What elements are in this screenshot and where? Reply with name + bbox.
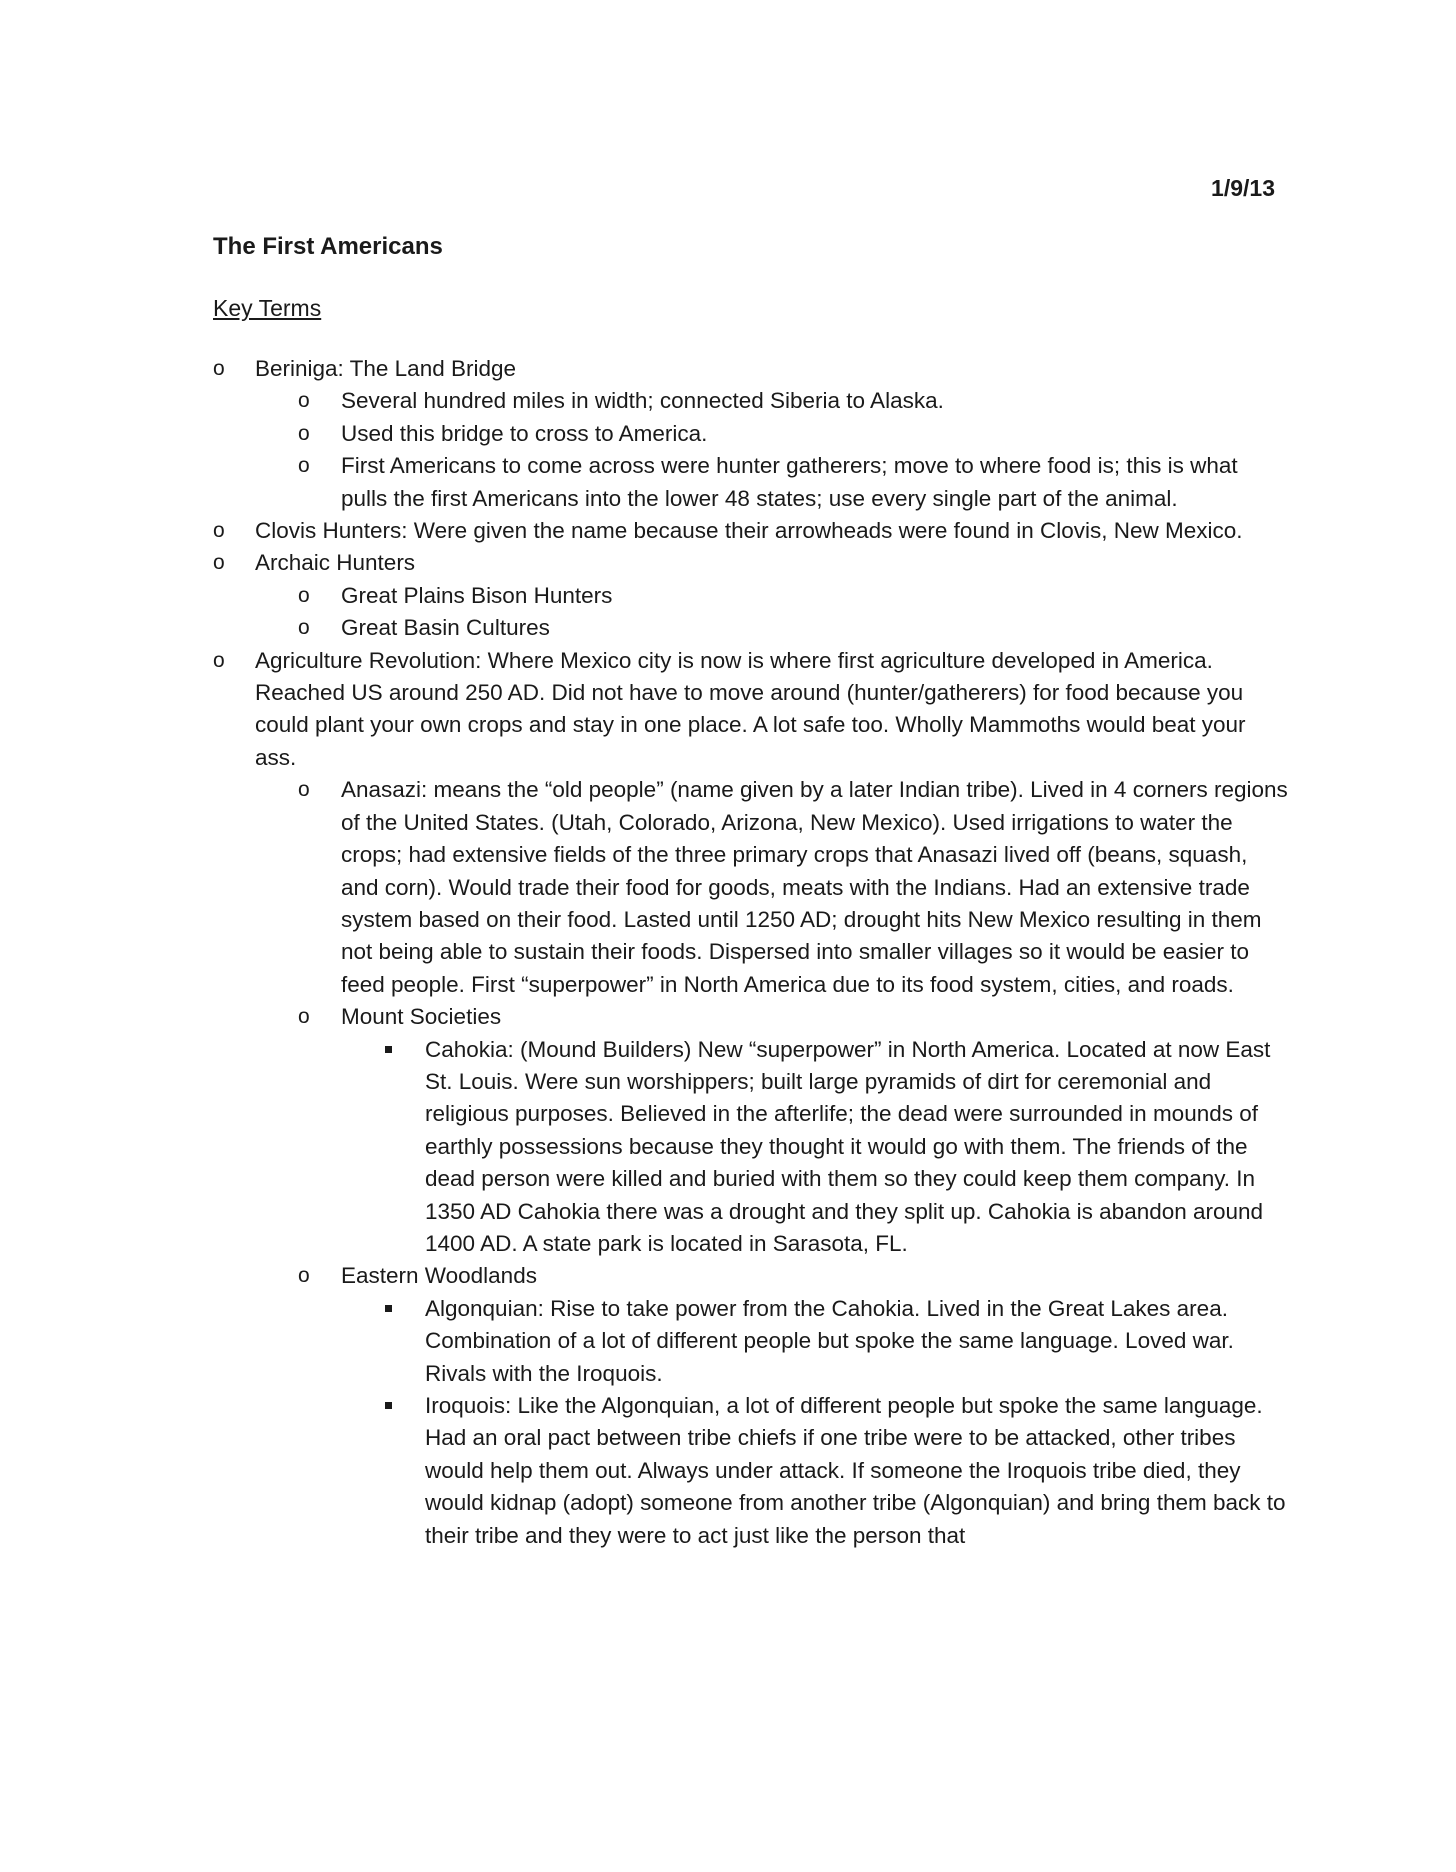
circle-bullet-icon: o	[298, 778, 310, 802]
list-item	[298, 418, 1288, 450]
list-item-text: Algonquian: Rise to take power from the Cahokia. Lived in the Great Lakes area. Combination of a lot of different people but spoke the same language. Loved war. Rivals with the Iroquois.	[425, 1295, 1234, 1386]
list-item-text: Used this bridge to cross to America.	[341, 420, 708, 446]
list-item-text: First Americans to come across were hunter gatherers; move to where food is; this is what pulls the first Americans into the lower 48 states; use every single part of the animal.	[341, 453, 1238, 511]
list-item-text: Eastern Woodlands	[341, 1263, 537, 1289]
list-item	[213, 515, 1288, 547]
square-bullet-icon	[385, 1402, 392, 1409]
circle-bullet-icon: o	[213, 357, 225, 380]
list-item	[298, 385, 1288, 417]
list-item-text: Cahokia: (Mound Builders) New “superpower” in North America. Located at now East St. Louis. Were sun worshippers; built large pyramids of dirt for ceremonial and religious purposes. Believed in the afterlife; the dead were surrounded in mounds of earthly possessions because they thought it would go with them. The friends of the dead person were killed and buried with them so they could keep them company. In 1350 AD Cahokia there was a drought and they split up. Cahokia is abandon around 1400 AD. A state park is located in Sarasota, FL.	[425, 1036, 1271, 1256]
list-item	[298, 1001, 1288, 1033]
list-item-text: Great Plains Bison Hunters	[341, 582, 613, 608]
circle-bullet-icon: o	[298, 583, 310, 607]
circle-bullet-icon: o	[298, 1005, 310, 1029]
list-item	[298, 612, 1288, 644]
list-item	[213, 645, 1288, 775]
circle-bullet-icon: o	[213, 648, 225, 672]
square-bullet-icon	[385, 1046, 392, 1053]
circle-bullet-icon: o	[213, 551, 225, 575]
document-date: 1/9/13	[1211, 175, 1275, 201]
list-item-text: Agriculture Revolution: Where Mexico city is now is where first agriculture developed in America. Reached US around 250 AD. Did not have to move around (hunter/gatherers) for food because you could plant your own crops and stay in one place. A lot safe too. Wholly Mammoths would beat your ass.	[255, 647, 1246, 770]
square-bullet-icon	[385, 1305, 392, 1312]
circle-bullet-icon: o	[298, 421, 310, 445]
list-item	[383, 1390, 1288, 1552]
circle-bullet-icon: o	[298, 389, 310, 413]
circle-bullet-icon: o	[298, 1264, 310, 1288]
circle-bullet-icon: o	[298, 616, 310, 640]
list-item-text: Several hundred miles in width; connected Siberia to Alaska.	[341, 388, 944, 414]
list-item-text: Beriniga: The Land Bridge	[255, 356, 517, 381]
list-item-text: Clovis Hunters: Were given the name because their arrowheads were found in Clovis, New Mexico.	[255, 518, 1243, 544]
key-terms-heading: Key Terms	[213, 295, 322, 321]
list-item	[298, 450, 1288, 515]
list-item-text: Mount Societies	[341, 1004, 502, 1030]
list-item	[383, 1293, 1288, 1390]
list-item-text: Anasazi: means the “old people” (name given by a later Indian tribe). Lived in 4 corners regions of the United States. (Utah, Colorado, Arizona, New Mexico). Used irrigations to water the crops; had extensive fields of the three primary crops that Anasazi lived off (beans, squash, and corn). Would trade their food for goods, meats with the Indians. Had an extensive trade system based on their food. Lasted until 1250 AD; drought hits New Mexico resulting in them not being able to sustain their foods. Dispersed into smaller villages so it would be easier to feed people. First “superpower” in North America due to its food system, cities, and roads.	[341, 777, 1288, 997]
list-item-text: Archaic Hunters	[255, 550, 416, 576]
list-item-text: Iroquois: Like the Algonquian, a lot of different people but spoke the same language. Had an oral pact between tribe chiefs if one tribe were to be attacked, other tribes would help them out. Always under attack. If someone the Iroquois tribe died, they would kidnap (adopt) someone from another tribe (Algonquian) and bring them back to their tribe and they were to act just like the person that	[425, 1393, 1286, 1548]
list-item	[298, 774, 1288, 1001]
list-item	[213, 353, 1288, 385]
document-title: The First Americans	[213, 233, 443, 260]
list-item-text: Great Basin Cultures	[341, 615, 550, 641]
list-item	[298, 580, 1288, 612]
circle-bullet-icon: o	[213, 519, 225, 543]
list-item	[213, 547, 1288, 579]
list-item	[383, 1034, 1288, 1261]
notes-list	[213, 353, 1288, 1552]
circle-bullet-icon: o	[298, 454, 310, 478]
list-item	[298, 1260, 1288, 1292]
